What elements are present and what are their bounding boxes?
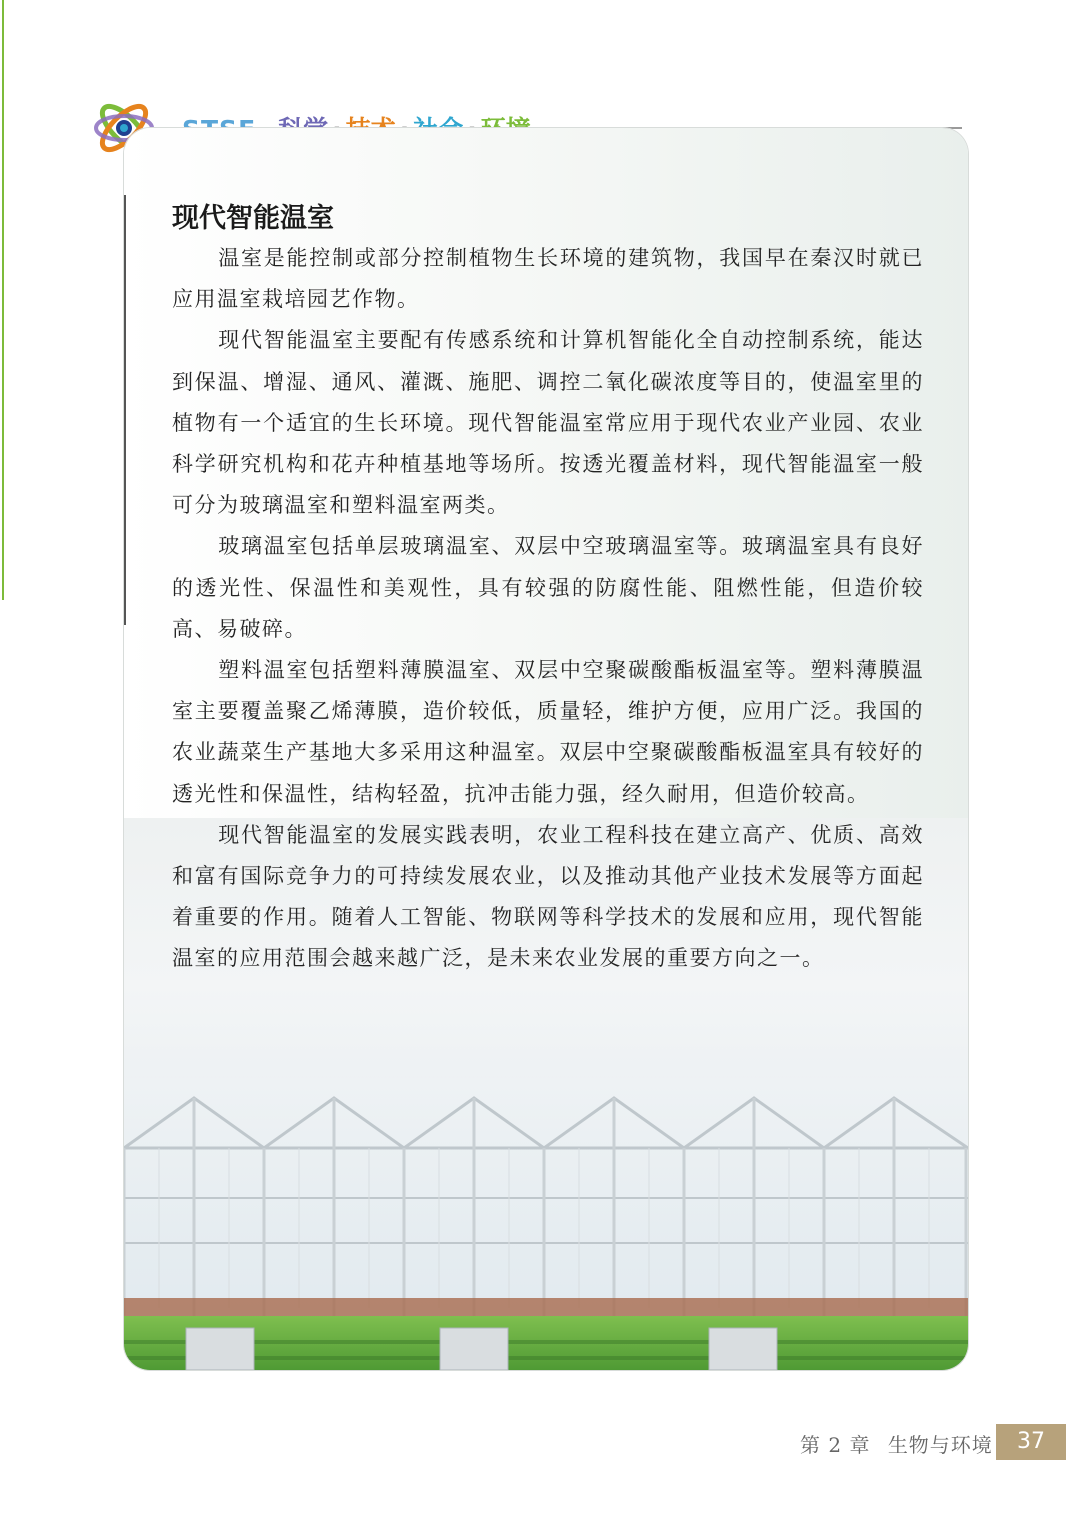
greenhouse-photo — [124, 1078, 968, 1370]
page-number: 37 — [996, 1424, 1066, 1460]
page-edge-line — [2, 0, 4, 600]
paragraph: 现代智能温室主要配有传感系统和计算机智能化全自动控制系统，能达到保温、增湿、通风、灌溉、施肥、调控二氧化碳浓度等目的，使温室里的植物有一个适宜的生长环境。现代智能温室常应用于现代农业产业园、农业科学研究机构和花卉种植基地等场所。按透光覆盖材料，现代智能温室一般可分为玻璃温室和塑料温室两类。 — [172, 328, 924, 518]
paragraph: 现代智能温室的发展实践表明，农业工程科技在建立高产、优质、高效和富有国际竞争力的可持续发展农业，以及推动其他产业技术发展等方面起着重要的作用。随着人工智能、物联网等科学技术的发展和应用，现代智能温室的应用范围会越来越广泛，是未来农业发展的重要方向之一。 — [172, 822, 924, 971]
article-body — [172, 238, 924, 980]
paragraph: 温室是能控制或部分控制植物生长环境的建筑物，我国早在秦汉时就已应用温室栽培园艺作物。 — [172, 246, 924, 312]
paragraph: 玻璃温室包括单层玻璃温室、双层中空玻璃温室等。玻璃温室具有良好的透光性、保温性和美观性，具有较强的防腐性能、阻燃性能，但造价较高、易破碎。 — [172, 534, 924, 641]
paragraph: 塑料温室包括塑料薄膜温室、双层中空聚碳酸酯板温室等。塑料薄膜温室主要覆盖聚乙烯薄膜，造价较低，质量轻，维护方便，应用广泛。我国的农业蔬菜生产基地大多采用这种温室。双层中空聚碳酸酯板温室具有较好的透光性和保温性，结构轻盈，抗冲击能力强，经久耐用，但造价较高。 — [172, 658, 924, 806]
panel-left-accent — [124, 195, 126, 625]
chapter-title: 生物与环境 — [887, 1433, 993, 1457]
chapter-number: 第 2 章 — [800, 1433, 871, 1457]
article-title: 现代智能温室 — [172, 203, 334, 234]
chapter-footer — [800, 1429, 993, 1458]
